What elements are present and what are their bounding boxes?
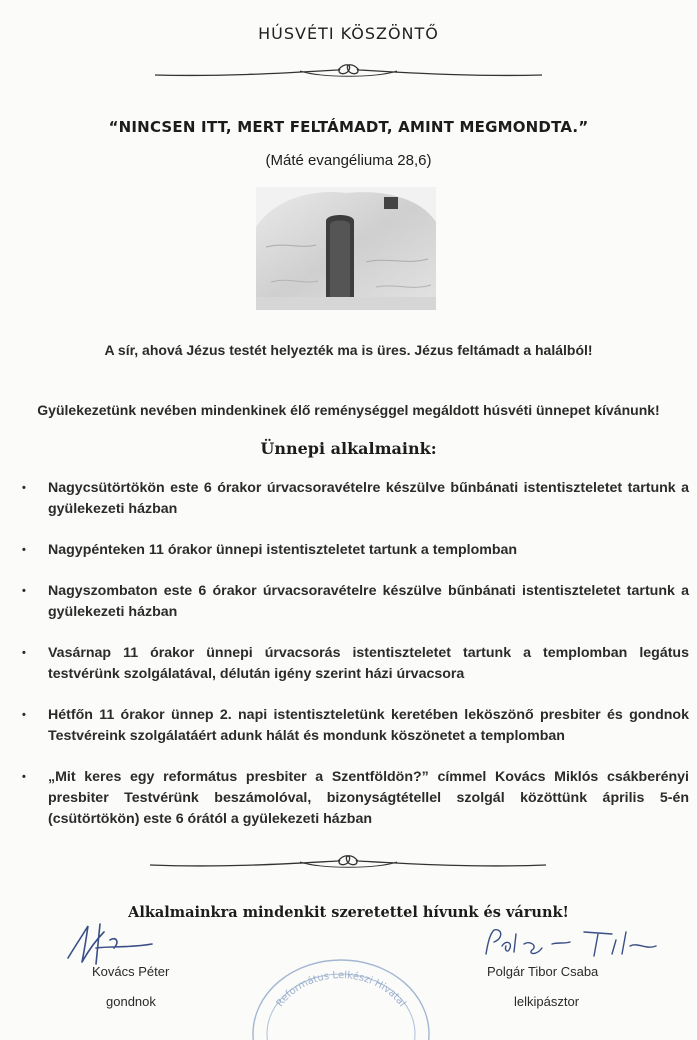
document-title: HÚSVÉTI KÖSZÖNTŐ — [258, 24, 439, 43]
svg-text:Református Lelkészi Hivatal — [275, 970, 408, 1009]
bullet-icon: • — [22, 647, 26, 659]
invitation-text: Alkalmainkra mindenkit szeretettel hívunk és várunk! — [128, 904, 569, 921]
bullet-icon: • — [22, 482, 26, 494]
bullet-icon: • — [22, 585, 26, 597]
event-text: Hétfőn 11 órakor ünnep 2. napi istentiszteletünk keretében leköszönő presbiter és gondnok Testvéreink szolgálatáért adunk hálát és mondunk köszönetet a templomban — [48, 707, 689, 744]
bible-reference: (Máté evangéliuma 28,6) — [265, 152, 432, 169]
event-item — [22, 581, 689, 623]
event-item — [22, 767, 689, 830]
event-text: „Mit keres egy református presbiter a Szentföldön?” címmel Kovács Miklós csákberényi presbiter Testvérünk beszámolóval, bizonyságtétellel szolgál közöttünk április 5-én (csütörtökön) este 6 órától a gyülekezeti házban — [48, 769, 689, 827]
empty-tomb-image — [256, 187, 436, 310]
event-item — [22, 540, 689, 561]
signature-left-role: gondnok — [106, 994, 156, 1009]
event-item — [22, 705, 689, 747]
signature-right-role: lelkipásztor — [514, 994, 580, 1009]
easter-wish-text: Gyülekezetünk nevében mindenkinek élő reménységgel megáldott húsvéti ünnepet kívánunk! — [37, 402, 660, 418]
ornamental-divider-bottom — [0, 848, 697, 878]
intro-text: A sír, ahová Jézus testét helyezték ma is üres. Jézus feltámadt a halálból! — [104, 342, 593, 358]
ornamental-divider-top — [0, 56, 697, 86]
stamp-top-text: Református Lelkészi Hivatal — [274, 970, 408, 1010]
signature-right-image — [480, 924, 660, 966]
signature-left-name: Kovács Péter — [92, 964, 170, 979]
event-item — [22, 643, 689, 685]
bullet-icon: • — [22, 771, 26, 783]
bullet-icon: • — [22, 709, 26, 721]
signature-left-image — [60, 918, 180, 970]
event-text: Nagyszombaton este 6 órakor úrvacsoravételre készülve bűnbánati istentiszteletet tartunk a gyülekezeti házban — [48, 583, 689, 620]
events-heading: Ünnepi alkalmaink: — [260, 439, 437, 458]
event-item — [22, 478, 689, 520]
official-stamp-image — [248, 950, 434, 1040]
event-text: Nagycsütörtökön este 6 órakor úrvacsoravételre készülve bűnbánati istentiszteletet tartunk a gyülekezeti házban — [48, 480, 689, 517]
event-text: Nagypénteken 11 órakor ünnepi istentiszteletet tartunk a templomban — [48, 542, 518, 558]
event-text: Vasárnap 11 órakor ünnepi úrvacsorás istentiszteletet tartunk a templomban legátus testvérünk szolgálatával, délután igény szerint házi úrvacsora — [48, 645, 689, 682]
bible-quote: “NINCSEN ITT, MERT FELTÁMADT, AMINT MEGMONDTA.” — [108, 118, 589, 136]
bullet-icon: • — [22, 544, 26, 556]
events-list — [22, 478, 689, 850]
signature-right-name: Polgár Tibor Csaba — [487, 964, 599, 979]
